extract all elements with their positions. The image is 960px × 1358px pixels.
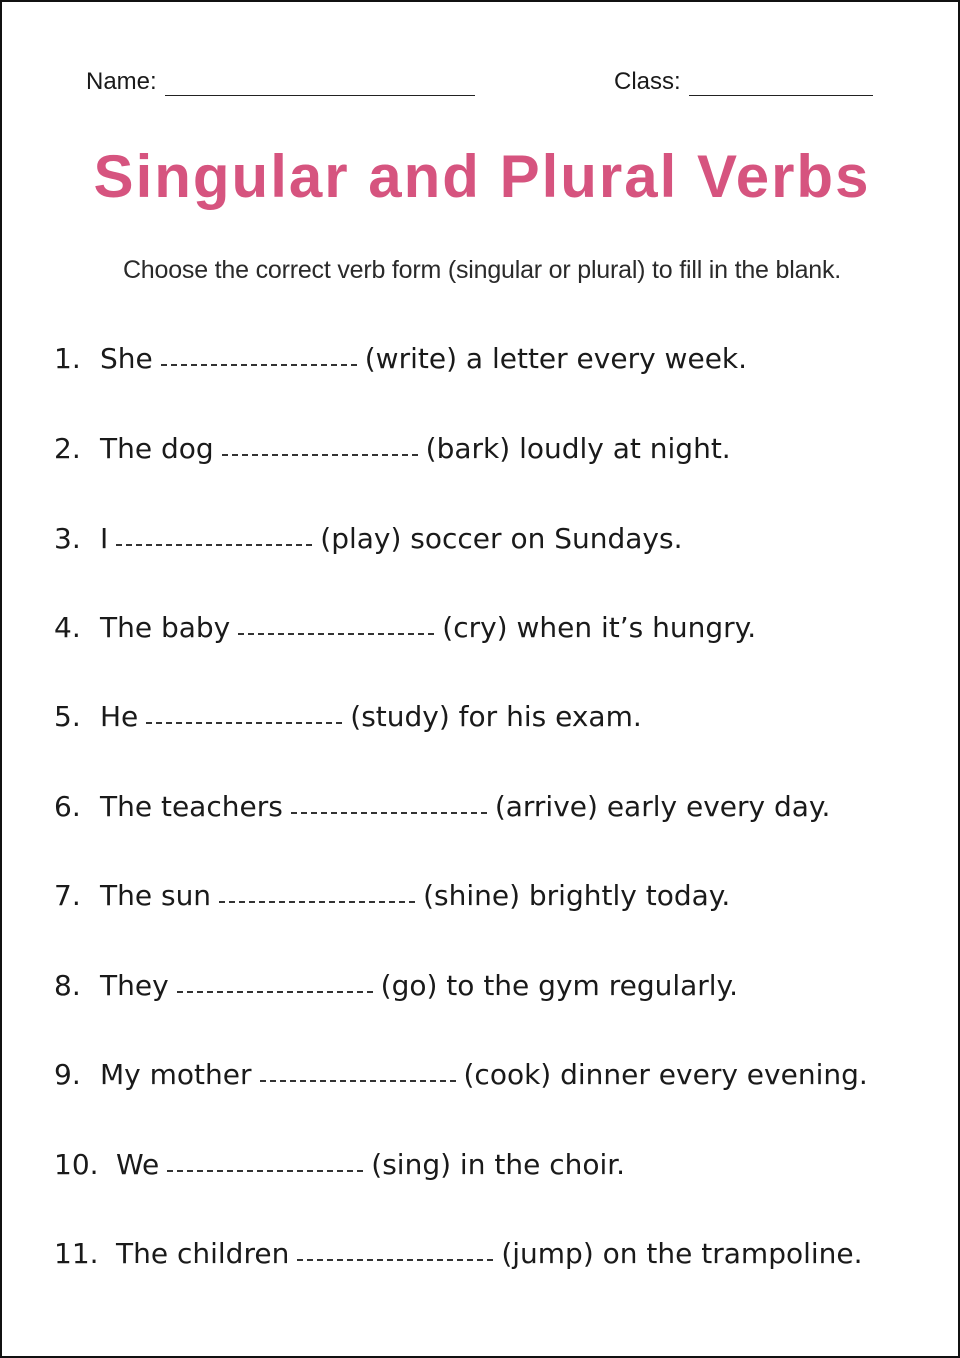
class-label: Class: — [614, 68, 681, 95]
answer-blank[interactable] — [222, 453, 418, 456]
instructions: Choose the correct verb form (singular or plural) to fill in the blank. — [122, 256, 842, 284]
question-subject: The children — [116, 1237, 290, 1270]
question-item — [54, 1148, 625, 1181]
class-field — [614, 62, 873, 96]
question-number: 10. — [54, 1148, 99, 1181]
question-number: 11. — [54, 1237, 99, 1270]
question-item — [54, 879, 730, 912]
name-blank-line[interactable] — [165, 69, 475, 96]
name-field — [86, 62, 475, 96]
question-rest: (cook) dinner every evening. — [463, 1058, 868, 1091]
question-item — [54, 1237, 863, 1270]
question-rest: (cry) when it’s hungry. — [442, 611, 757, 644]
answer-blank[interactable] — [291, 811, 487, 814]
question-subject: They — [100, 969, 169, 1002]
question-rest: (shine) brightly today. — [423, 879, 731, 912]
question-rest: (bark) loudly at night. — [425, 432, 731, 465]
question-item — [54, 969, 738, 1002]
question-item — [54, 432, 731, 465]
question-number: 4. — [54, 611, 81, 644]
question-item — [54, 1058, 868, 1091]
name-label: Name: — [86, 68, 157, 95]
question-rest: (jump) on the trampoline. — [501, 1237, 863, 1270]
answer-blank[interactable] — [219, 900, 415, 903]
answer-blank[interactable] — [146, 721, 342, 724]
question-item — [54, 522, 682, 555]
class-blank-line[interactable] — [689, 69, 873, 96]
question-subject: She — [100, 342, 153, 375]
question-subject: The dog — [100, 432, 214, 465]
answer-blank[interactable] — [116, 543, 312, 546]
question-number: 5. — [54, 700, 81, 733]
question-subject: We — [116, 1148, 160, 1181]
question-subject: The sun — [100, 879, 212, 912]
question-subject: The teachers — [100, 790, 283, 823]
question-subject: My mother — [100, 1058, 252, 1091]
answer-blank[interactable] — [260, 1079, 456, 1082]
question-subject: He — [100, 700, 139, 733]
question-rest: (write) a letter every week. — [364, 342, 748, 375]
question-item — [54, 611, 756, 644]
question-item — [54, 700, 642, 733]
answer-blank[interactable] — [167, 1169, 363, 1172]
question-item — [54, 342, 747, 375]
answer-blank[interactable] — [238, 632, 434, 635]
question-number: 8. — [54, 969, 81, 1002]
answer-blank[interactable] — [177, 990, 373, 993]
answer-blank[interactable] — [297, 1258, 493, 1261]
question-subject: The baby — [100, 611, 231, 644]
question-number: 3. — [54, 522, 81, 555]
answer-blank[interactable] — [161, 363, 357, 366]
question-number: 7. — [54, 879, 81, 912]
question-number: 6. — [54, 790, 81, 823]
question-rest: (arrive) early every day. — [494, 790, 831, 823]
question-rest: (go) to the gym regularly. — [380, 969, 739, 1002]
question-item — [54, 790, 830, 823]
question-rest: (study) for his exam. — [350, 700, 642, 733]
question-rest: (sing) in the choir. — [371, 1148, 626, 1181]
question-number: 1. — [54, 342, 81, 375]
question-rest: (play) soccer on Sundays. — [320, 522, 683, 555]
question-number: 9. — [54, 1058, 81, 1091]
question-number: 2. — [54, 432, 81, 465]
question-subject: I — [100, 522, 109, 555]
worksheet-title: Singular and Plural Verbs — [93, 143, 871, 210]
